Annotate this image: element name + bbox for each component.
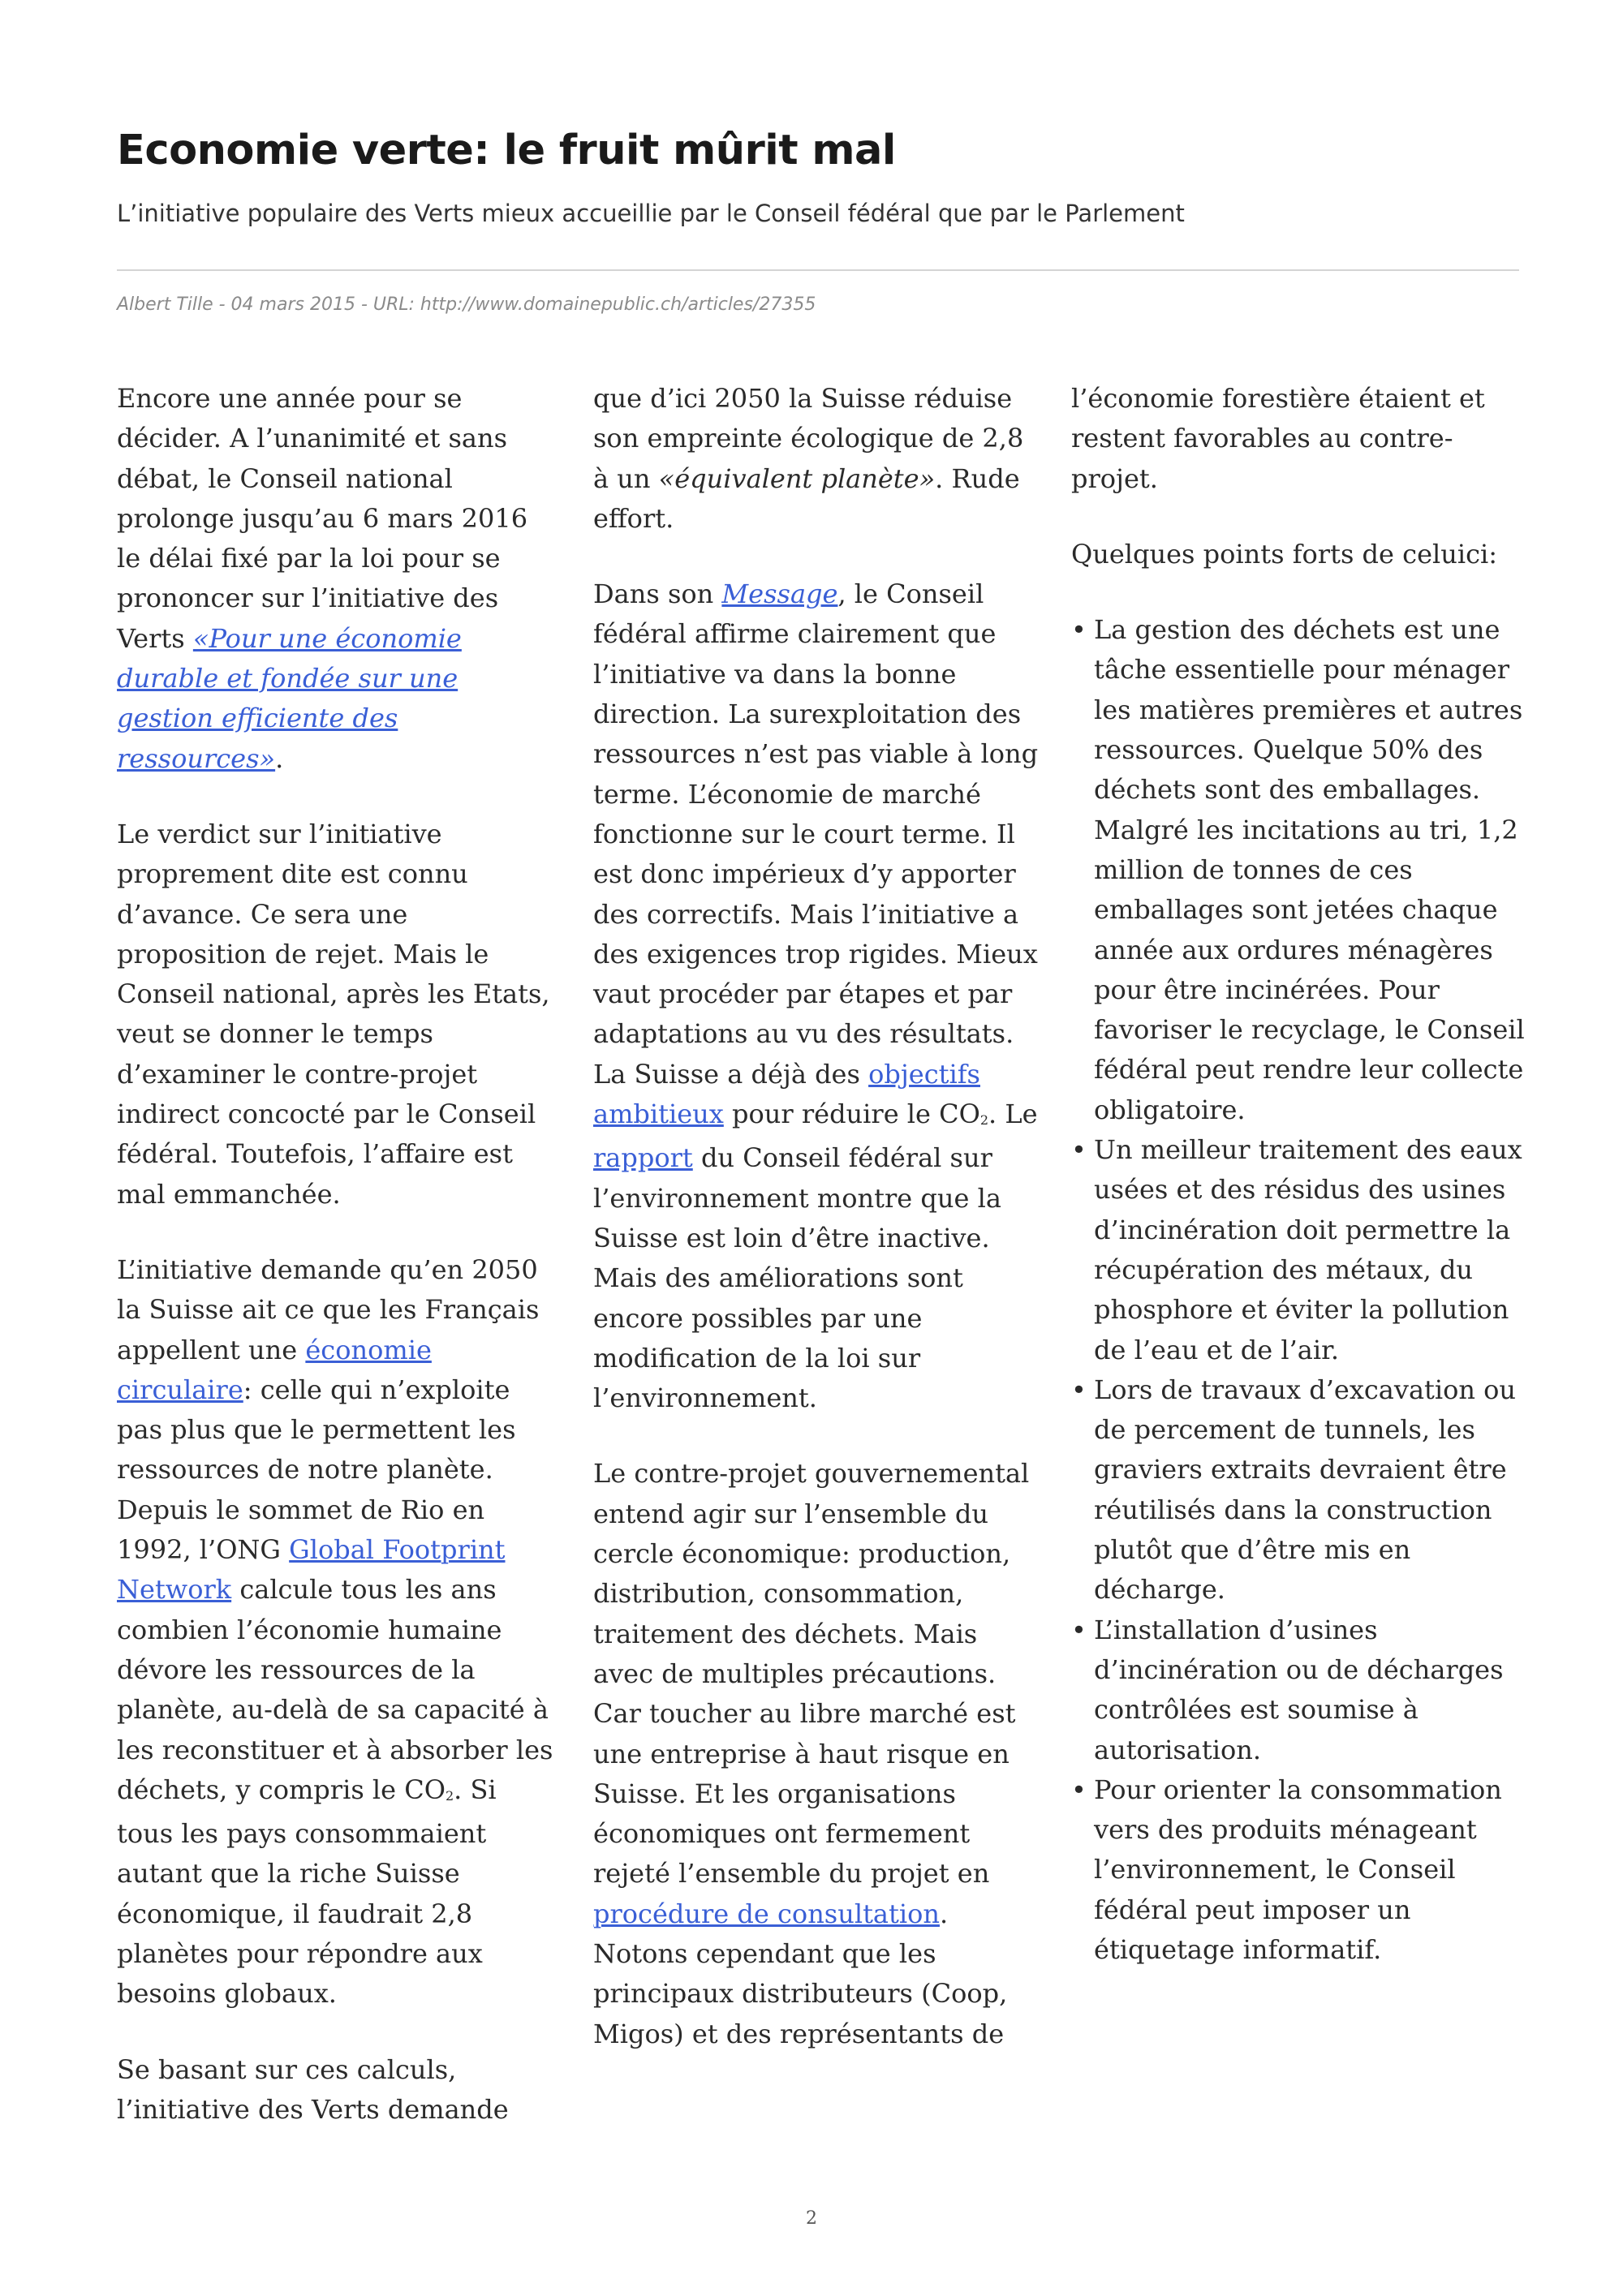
quote-emphasis: «équivalent planète» xyxy=(658,462,936,494)
subscript: 2 xyxy=(979,1112,989,1129)
text-run: Encore une année pour se décider. A l’unanimité et sans débat, le Conseil national prolonge jusqu’au 6 mars 2016 le délai fixé par la loi pour se prononcer sur l’initiative des Verts xyxy=(117,383,528,654)
text-run: Le contre-projet gouvernemental entend agir sur l’ensemble du cercle économique: production, distribution, consommation, traitement des déchets. Mais avec de multiples précautions. Car toucher au libre marché est une entreprise à haut risque en Suisse. Et les organisations économiques ont fermement rejeté l’ensemble du projet en xyxy=(593,1458,1030,1890)
column-3 xyxy=(1071,379,1526,1970)
paragraph xyxy=(593,379,1044,539)
paragraph xyxy=(117,1250,559,2014)
text-run: . Le xyxy=(988,1099,1038,1130)
text-run: Dans son xyxy=(593,578,722,610)
text-run: calcule tous les ans combien l’économie humaine dévore les ressources de la planète, au-delà de sa capacité à les reconstituer et à absorber les déchets, y compris le CO xyxy=(117,1574,553,1805)
paragraph: Se basant sur ces calculs, l’initiative des Verts demande xyxy=(117,2053,509,2125)
text-run: . xyxy=(275,742,284,774)
subscript: 2 xyxy=(445,1788,454,1804)
message-link[interactable]: Message xyxy=(721,578,838,610)
text-run: pour réduire le CO xyxy=(723,1099,980,1130)
bullet-list xyxy=(1071,610,1526,1970)
list-item: • Pour orienter la consommation vers des produits ménageant l’environnement, le Conseil fédéral peut imposer un étiquetage informatif. xyxy=(1071,1770,1526,1970)
initiative-link[interactable]: «Pour une économie durable et fondée sur une gestion efficiente des ressources» xyxy=(117,622,462,774)
paragraph xyxy=(593,574,1044,1418)
paragraph xyxy=(593,1454,1044,2053)
text-run: . Si tous les pays consommaient autant que la riche Suisse économique, il faudrait 2,8 planètes pour répondre aux besoins globaux. xyxy=(117,1774,497,2010)
paragraph: l’économie forestière étaient et restent favorables au contre-projet. xyxy=(1071,383,1485,494)
text-run: : celle qui n’exploite pas plus que le permettent les ressources de notre planète. Depuis le sommet de Rio en 1992, l’ONG xyxy=(117,1374,516,1566)
list-item: • L’installation d’usines d’incinération ou de décharges contrôlées est soumise à autorisation. xyxy=(1071,1610,1526,1770)
column-1 xyxy=(117,379,559,2165)
global-footprint-network-link[interactable]: Global Footprint Network xyxy=(117,1534,506,1606)
text-run: L’initiative demande qu’en 2050 la Suisse ait ce que les Français appellent une xyxy=(117,1253,540,1365)
text-run: que d’ici 2050 la Suisse réduise son empreinte écologique de 2,8 à un xyxy=(593,383,1024,494)
rapport-link[interactable]: rapport xyxy=(593,1142,693,1174)
text-run: . Rude effort. xyxy=(593,462,1020,534)
paragraph xyxy=(117,379,559,779)
list-item: • La gestion des déchets est une tâche essentielle pour ménager les matières premières et autres ressources. Quelque 50% des déchets sont des emballages. Malgré les incitations au tri, 1,2 million de tonnes de ces emballages sont jetées chaque année aux ordures ménagères pour être incinérées. Pour favoriser le recyclage, le Conseil fédéral peut rendre leur collecte obligatoire. xyxy=(1071,610,1526,1130)
header-divider xyxy=(117,269,1519,271)
column-2 xyxy=(593,379,1044,2090)
paragraph: Quelques points forts de celuici: xyxy=(1071,538,1498,570)
text-run: du Conseil fédéral sur l’environnement montre que la Suisse est loin d’être inactive. Mais des améliorations sont encore possibles par une modification de la loi sur l’environnement. xyxy=(593,1142,1001,1414)
objectifs-ambitieux-link[interactable]: objectifs ambitieux xyxy=(593,1058,980,1130)
economie-circulaire-link[interactable]: économie circulaire xyxy=(117,1334,432,1405)
article-meta: Albert Tille - 04 mars 2015 - URL: http://www.domainepublic.ch/articles/27355 xyxy=(117,295,816,315)
text-run: . Notons cependant que les principaux distributeurs (Coop, Migos) et des représentants de xyxy=(593,1898,1008,2049)
page-number: 2 xyxy=(806,2208,817,2229)
article-title: Economie verte: le fruit mûrit mal xyxy=(117,127,896,174)
article-subtitle: L’initiative populaire des Verts mieux accueillie par le Conseil fédéral que par le Parlement xyxy=(117,200,1185,227)
paragraph: Le verdict sur l’initiative proprement dite est connu d’avance. Ce sera une proposition de rejet. Mais le Conseil national, après les Etats, veut se donner le temps d’examiner le contre-projet indirect concocté par le Conseil fédéral. Toutefois, l’affaire est mal emmanchée. xyxy=(117,818,550,1210)
procedure-consultation-link[interactable]: procédure de consultation xyxy=(593,1898,940,1929)
list-item: • Un meilleur traitement des eaux usées et des résidus des usines d’incinération doit permettre la récupération des métaux, du phosphore et éviter la pollution de l’eau et de l’air. xyxy=(1071,1130,1526,1370)
text-run: , le Conseil fédéral affirme clairement que l’initiative va dans la bonne direction. La surexploitation des ressources n’est pas viable à long terme. L’économie de marché fonctionne sur le court terme. Il est donc impérieux d’y apporter des correctifs. Mais l’initiative a des exigences trop rigides. Mieux vaut procéder par étapes et par adaptations au vu des résultats. La Suisse a déjà des xyxy=(593,578,1039,1090)
list-item: • Lors de travaux d’excavation ou de percement de tunnels, les graviers extraits devraient être réutilisés dans la construction plutôt que d’être mis en décharge. xyxy=(1071,1370,1526,1610)
